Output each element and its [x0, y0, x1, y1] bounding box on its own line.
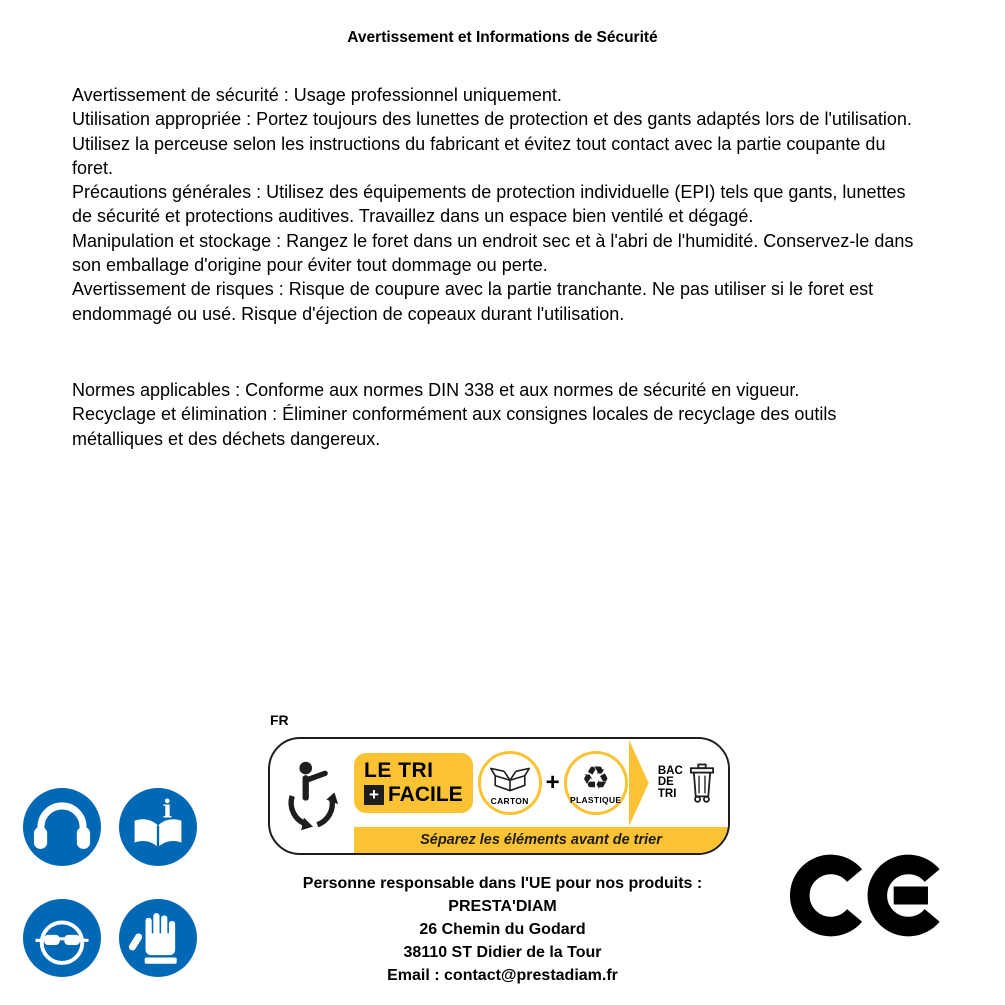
chevron-right-icon: [629, 739, 649, 827]
address-city: 38110 ST Didier de la Tour: [403, 944, 602, 961]
le-tri-facile-badge: [354, 753, 473, 813]
banner-tagline: Séparez les éléments avant de trier: [354, 827, 728, 853]
le-tri-label: LE TRI: [364, 759, 434, 782]
country-code-label: FR: [270, 712, 289, 728]
separator-plus: +: [545, 769, 560, 796]
svg-text:i: i: [162, 794, 173, 824]
carton-material-circle: [478, 751, 542, 815]
paragraph-recycling-disposal: Recyclage et élimination : Éliminer conformément aux consignes locales de recyclage des outils métalliques et des déchets dangereux.: [72, 404, 837, 449]
paragraph-handling-storage: Manipulation et stockage : Rangez le foret dans un endroit sec et à l'abri de l'humidité. Conservez-le dans son emballage d'origine pour éviter tout dommage ou perte.: [72, 230, 914, 276]
page-title: Avertissement et Informations de Sécurité: [347, 29, 658, 46]
info-tri-banner: [268, 737, 730, 855]
carton-box-icon: [487, 761, 533, 795]
paragraph-general-precautions: Précautions générales : Utilisez des équipements de protection individuelle (EPI) tels que gants, lunettes de sécurité et protections auditives. Travaillez dans un espace bien ventilé et dégagé.: [72, 182, 906, 227]
plastique-material-circle: [564, 751, 628, 815]
compliance-block: [72, 378, 930, 451]
facile-label: FACILE: [388, 783, 463, 806]
wear-ear-protection-icon: [23, 788, 101, 866]
sorting-bin-zone: [629, 739, 728, 827]
address-street: 26 Chemin du Godard: [419, 921, 586, 938]
company-name: PRESTA'DIAM: [448, 898, 557, 915]
recycling-symbol-icon: ♻: [581, 759, 611, 796]
ce-marking-icon: [790, 853, 950, 943]
triman-icon: [270, 739, 354, 853]
responsible-intro: Personne responsable dans l'UE pour nos produits :: [302, 875, 703, 892]
warnings-block: [72, 83, 930, 326]
paragraph-risk-warning: Avertissement de risques : Risque de coupure avec la partie tranchante. Ne pas utiliser si le foret est endommagé ou usé. Risque d'éjection de copeaux durant l'utilisation.: [72, 279, 874, 324]
plastique-label: PLASTIQUE: [570, 794, 622, 805]
paragraph-applicable-standards: Normes applicables : Conforme aux normes DIN 338 et aux normes de sécurité en vigueur.: [72, 379, 800, 400]
paragraph-safety-warning: Avertissement de sécurité : Usage professionnel uniquement.: [72, 85, 562, 105]
plus-icon: +: [364, 785, 384, 805]
safety-text-block: [72, 83, 930, 451]
sorting-bin-icon: [687, 763, 717, 803]
read-instruction-manual-icon: [119, 788, 197, 866]
carton-label: CARTON: [490, 795, 529, 806]
contact-email: Email : contact@prestadiam.fr: [387, 967, 618, 984]
bac-de-tri-label: BAC DE TRI: [657, 764, 683, 800]
paragraph-appropriate-use: Utilisation appropriée : Portez toujours des lunettes de protection et des gants adaptés lors de l'utilisation. Utilisez la perceuse selon les instructions du fabricant et évitez tout contact avec la partie coupante du foret.: [72, 109, 912, 178]
